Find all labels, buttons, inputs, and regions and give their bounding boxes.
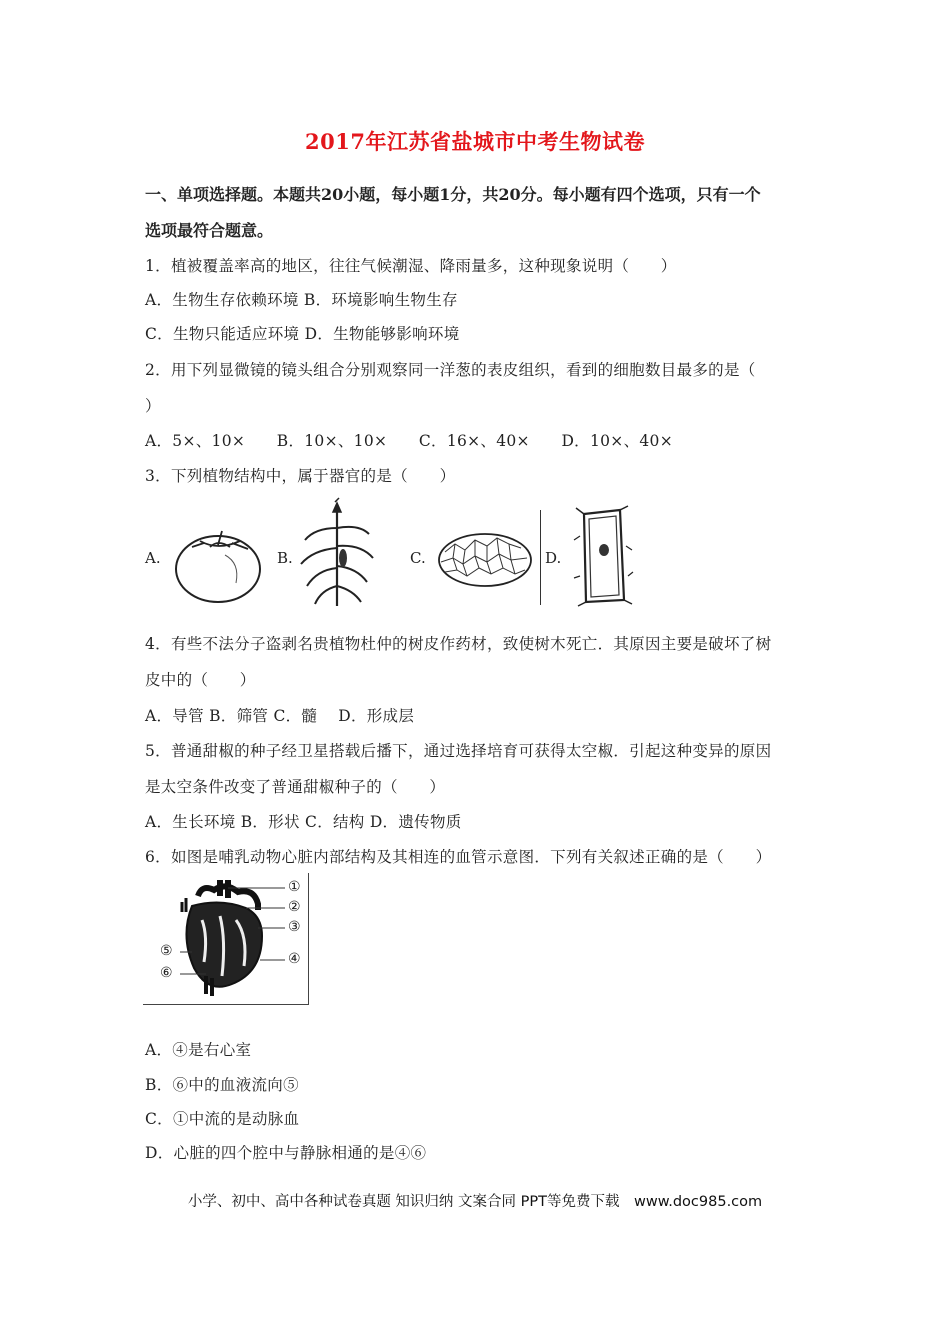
heart-label-6: ⑥ — [160, 965, 173, 981]
q5-stem-line1: 5．普通甜椒的种子经卫星搭载后播下，通过选择培育可获得太空椒．引起这种变异的原因 — [145, 742, 772, 760]
q3-label-c: C. — [410, 549, 426, 567]
q2-stem-line1: 2．用下列显微镜的镜头组合分别观察同一洋葱的表皮组织，看到的细胞数目最多的是（ — [145, 361, 756, 379]
section-heading-line1: 一、单项选择题。本题共20小题，每小题1分，共20分。每小题有四个选项，只有一个 — [145, 185, 761, 204]
q3-label-b: B. — [277, 549, 293, 567]
heart-label-5: ⑤ — [160, 943, 173, 959]
q5-stem-line2: 是太空条件改变了普通甜椒种子的（ ） — [145, 778, 446, 796]
q5-options: A．生长环境 B．形状 C．结构 D．遗传物质 — [145, 813, 462, 831]
q3-label-d: D. — [545, 549, 562, 567]
q2-options: A．5×、10× B．10×、10× C．16×、40× D．10×、40× — [145, 432, 673, 450]
q6-option-b: B．⑥中的血液流向⑤ — [145, 1076, 299, 1094]
q4-stem-line2: 皮中的（ ） — [145, 671, 256, 689]
corn-plant-icon — [295, 498, 380, 608]
q2-stem-line2: ） — [145, 397, 161, 415]
page-title: 2017年江苏省盐城市中考生物试卷 — [305, 129, 645, 154]
q6-option-c: C．①中流的是动脉血 — [145, 1110, 300, 1128]
heart-label-4: ④ — [288, 951, 301, 967]
q3-stem: 3．下列植物结构中，属于器官的是（ ） — [145, 467, 456, 485]
q6-option-d: D．心脏的四个腔中与静脉相通的是④⑥ — [145, 1144, 427, 1162]
q3-label-a: A. — [145, 549, 161, 567]
section-heading-line2: 选项最符合题意。 — [145, 221, 274, 240]
tomato-icon — [170, 525, 265, 605]
q1-stem: 1．植被覆盖率高的地区，往往气候潮湿、降雨量多，这种现象说明（ ） — [145, 257, 677, 275]
heart-icon — [150, 876, 310, 1001]
q1-options-cd: C．生物只能适应环境 D．生物能够影响环境 — [145, 325, 460, 343]
q6-option-a: A．④是右心室 — [145, 1041, 252, 1059]
tissue-cells-icon — [435, 530, 535, 590]
q4-options: A．导管 B．筛管 C．髓 D．形成层 — [145, 707, 415, 725]
page-footer: 小学、初中、高中各种试卷真题 知识归纳 文案合同 PPT等免费下载 www.doc985.com — [187, 1194, 763, 1210]
heart-label-2: ② — [288, 899, 301, 915]
plant-cell-icon — [570, 506, 635, 606]
q1-options-ab: A．生物生存依赖环境 B．环境影响生物生存 — [145, 291, 458, 309]
figure-divider — [540, 510, 541, 605]
heart-label-3: ③ — [288, 919, 301, 935]
q4-stem-line1: 4．有些不法分子盗剥名贵植物杜仲的树皮作药材，致使树木死亡．其原因主要是破坏了树 — [145, 635, 772, 653]
q6-stem: 6．如图是哺乳动物心脏内部结构及其相连的血管示意图．下列有关叙述正确的是（ ） — [145, 848, 772, 866]
heart-label-1: ① — [288, 879, 301, 895]
